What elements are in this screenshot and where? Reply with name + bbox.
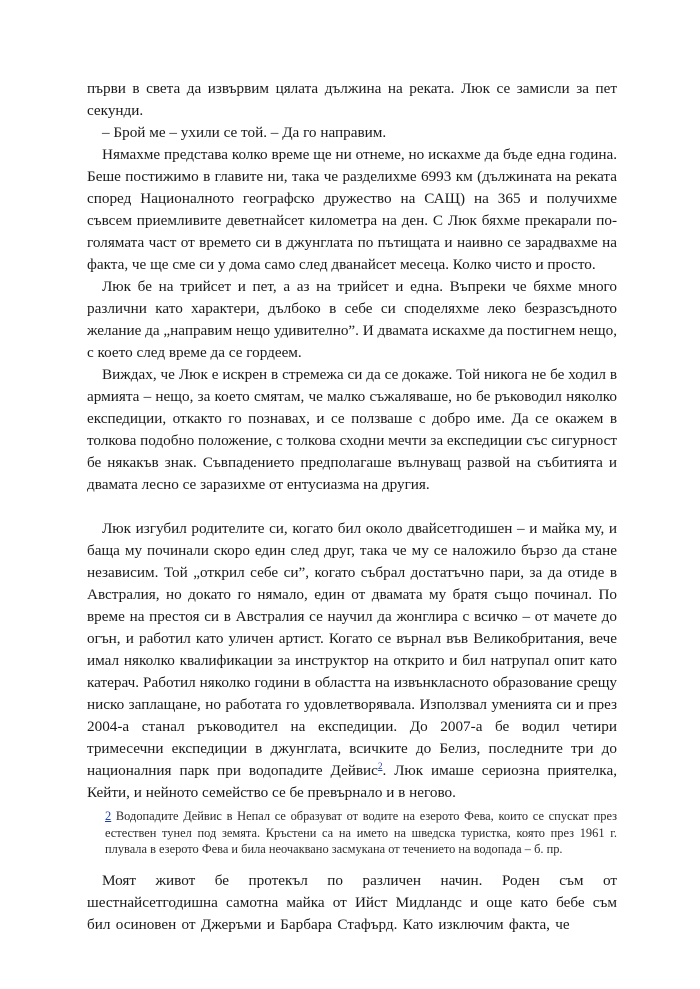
footnote-text: Водопадите Дейвис в Непал се образуват от водите на езерото Фева, които се спускат през естествен тунел под земята. Кръстени са на името на шведска туристка, която през 1961 г. плувала в езерото Фева и била неочаквано засмукана от течението на водопада – б. пр. [105, 809, 617, 857]
paragraph-6-text-b: . Люк имаше сериозна приятелка, Кейти, и нейното семейство се бе превърнало и в негово. [87, 762, 617, 801]
paragraph-2-dialogue: – Брой ме – ухили се той. – Да го направим. [102, 124, 387, 141]
paragraph-4: Люк бе на трийсет и пет, а аз на трийсет и една. Въпреки че бяхме много различни като характери, дълбоко в себе си споделяхме леко безразсъдното желание да „направим нещо удивително”. И двамата искахме да постигнем нещо, с което след време да се гордеем. [87, 278, 617, 361]
document-page [87, 78, 617, 936]
footnote-reference-link[interactable]: 2 [377, 760, 383, 771]
footnote [87, 808, 617, 858]
paragraph-1: първи в света да извървим цялата дължина на реката. Люк се замисли за пет секунди. [87, 80, 617, 119]
paragraph-7: Моят живот бе протекъл по различен начин. Роден съм от шестнайсетгодишна самотна майка от Ийст Мидландс и още като бебе съм бил осиновен от Джеръми и Барбара Стафърд. Като изключим факта, че [87, 871, 617, 933]
section-gap [87, 496, 617, 518]
paragraph-6-text-a: Люк изгубил родителите си, когато бил около двайсетгодишен – и майка му, и баща му починали скоро един след друг, така че му се наложило бързо да стане независим. Той „открил себе си”, когато събрал достатъчно пари, за да отиде в Австралия, но докато го нямало, един от двамата му братя също починал. По време на престоя си в Австралия се научил да жонглира с всичко – от мачете до огън, и работил като уличен артист. Когато се върнал във Великобритания, вече имал няколко квалификации за инструктор на открито и бил натрупал опит като катерач. Работил няколко години в областта на извънкласното образование срещу ниско заплащане, но работата го удовлетворявала. Използвал уменията си и през 2004-а станал ръководител на експедиции. До 2007-а бе водил четири тримесечни експедиции в джунглата, всичките до Белиз, последните три до националния парк при водопадите Дейвис [87, 520, 617, 779]
paragraph-5: Виждах, че Люк е искрен в стремежа си да се докаже. Той никога не бе ходил в армията – нещо, за което смятам, че малко съжаляваше, но бе ръководил няколко експедиции, откакто го познавах, и се ползваше с добро име. Да се окажем в толкова подобно положение, с толкова сходни мечти за експедиции със сигурност бе някакъв знак. Съвпадението предполагаше вълнуващ развой на събитията и двамата лесно се заразихме от ентусиазма на другия. [87, 366, 617, 493]
footnote-number-link[interactable]: 2 [105, 809, 112, 823]
paragraph-6 [87, 518, 617, 804]
paragraph-3: Нямахме представа колко време ще ни отнеме, но искахме да бъде една година. Беше постижимо в главите ни, така че разделихме 6993 км (дължината на реката според Националното географско дружество на САЩ) на 365 и получихме съвсем приемливите деветнайсет километра на ден. С Люк бяхме прекарали по-голямата част от времето си в джунглата по пътищата и наивно се зарадвахме на факта, че ще сме си у дома само след дванайсет месеца. Колко чисто и просто. [87, 146, 617, 273]
